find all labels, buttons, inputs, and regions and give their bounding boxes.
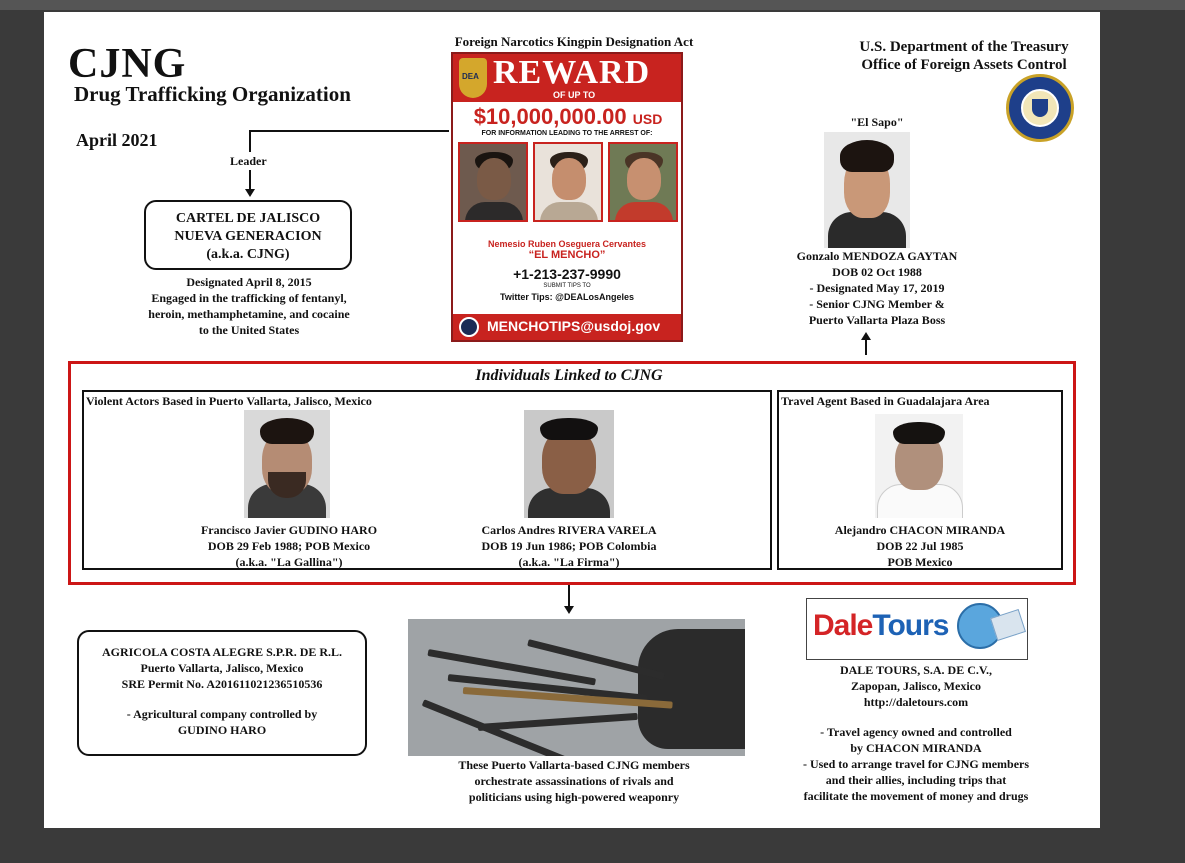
agency-line-1: U.S. Department of the Treasury	[859, 39, 1069, 55]
violent-actors-box	[82, 390, 772, 570]
weapons-photo	[408, 619, 745, 756]
org-title: CJNG	[68, 41, 187, 87]
mugshot-photo-2	[533, 142, 603, 222]
agency-line-2: Office of Foreign Assets Control	[861, 57, 1067, 73]
agency-title	[849, 38, 1079, 74]
weapons-caption: These Puerto Vallarta-based CJNG members orchestrate assassinations of rivals and politicians using high-powered weaponry	[458, 758, 690, 804]
dale-tours-details: DALE TOURS, S.A. DE C.V., Zapopan, Jalisco, Mexico http://daletours.com - Travel agency owned and controlled by CHACON MIRANDA - Used to arrange travel for CJNG members and their allies, including trips that facilitate the movement of money and drugs	[802, 663, 1030, 803]
leader-connector-v1	[249, 130, 251, 152]
rivera-varela-photo	[524, 410, 614, 518]
cartel-desc-3: to the United States	[198, 323, 300, 337]
reward-band	[453, 54, 681, 102]
linked-title: Individuals Linked to CJNG	[475, 367, 663, 384]
chacon-miranda-photo	[875, 414, 963, 518]
guns-connector	[568, 585, 570, 607]
document-page	[44, 12, 1100, 828]
reward-up-to: OF UP TO	[553, 90, 596, 100]
arrow-down-icon	[245, 189, 255, 197]
leader-connector-v2	[249, 170, 251, 190]
dale-tours-logo: DaleTours	[806, 598, 1028, 660]
poster-phone: +1-213-237-9990	[513, 266, 621, 282]
act-title: Foreign Narcotics Kingpin Designation Act	[454, 34, 694, 49]
arrow-down-icon	[564, 606, 574, 614]
travel-agent-header: Travel Agent Based in Guadalajara Area	[781, 394, 990, 408]
cartel-desc-2: heroin, methamphetamine, and cocaine	[148, 307, 350, 321]
mugshot-photo-1	[458, 142, 528, 222]
treasury-seal-icon	[1006, 74, 1074, 142]
poster-email-band	[453, 314, 681, 340]
el-sapo-photo	[824, 132, 910, 248]
chacon-miranda-details: Alejandro CHACON MIRANDA DOB 22 Jul 1985 POB Mexico	[834, 523, 1006, 569]
cartel-desc-1: Engaged in the trafficking of fentanyl,	[151, 291, 347, 305]
el-sapo-details: Gonzalo MENDOZA GAYTAN DOB 02 Oct 1988 - Designated May 17, 2019 - Senior CJNG Member & Puerto Vallarta Plaza Boss	[796, 249, 958, 327]
poster-twitter: Twitter Tips: @DEALosAngeles	[500, 292, 634, 302]
violent-actors-header: Violent Actors Based in Puerto Vallarta, Jalisco, Mexico	[86, 394, 372, 408]
mugshot-photo-3	[608, 142, 678, 222]
doj-seal-icon	[459, 317, 479, 337]
viewer-top-bar	[0, 0, 1185, 10]
reward-info: FOR INFORMATION LEADING TO THE ARREST OF:	[481, 130, 653, 137]
rivera-varela-details: Carlos Andres RIVERA VARELA DOB 19 Jun 1986; POB Colombia (a.k.a. "La Firma")	[481, 523, 657, 569]
cartel-name-3: (a.k.a. CJNG)	[206, 247, 290, 262]
reward-amount: $10,000,000.00 USD	[473, 104, 663, 129]
cartel-name-2: NUEVA GENERACION	[174, 229, 322, 244]
poster-email: MENCHOTIPS@usdoj.gov	[487, 318, 661, 334]
leader-label: Leader	[230, 154, 267, 168]
poster-submit: SUBMIT TIPS TO	[543, 283, 591, 289]
el-sapo-alias: "El Sapo"	[850, 115, 904, 129]
cartel-name-1: CARTEL DE JALISCO	[175, 211, 321, 226]
dea-badge-icon: DEA	[459, 58, 487, 98]
sapo-connector	[865, 339, 867, 355]
poster-name: Nemesio Ruben Oseguera Cervantes “EL MENCHO”	[487, 239, 647, 261]
reward-word: REWARD	[493, 54, 651, 91]
cartel-designated: Designated April 8, 2015	[186, 275, 312, 289]
document-date: April 2021	[76, 130, 158, 150]
gudino-haro-photo	[244, 410, 330, 518]
leader-connector-h	[249, 130, 449, 132]
org-subtitle: Drug Trafficking Organization	[74, 82, 351, 106]
gudino-haro-details: Francisco Javier GUDINO HARO DOB 29 Feb 1988; POB Mexico (a.k.a. "La Gallina")	[200, 523, 378, 569]
travel-agent-box	[777, 390, 1063, 570]
reward-poster	[451, 52, 683, 342]
cartel-description	[124, 274, 374, 338]
agricola-box: AGRICOLA COSTA ALEGRE S.P.R. DE R.L. Puerto Vallarta, Jalisco, Mexico SRE Permit No. A201611021236510536 - Agricultural company controlled by GUDINO HARO	[77, 630, 367, 756]
cartel-box	[144, 200, 352, 270]
